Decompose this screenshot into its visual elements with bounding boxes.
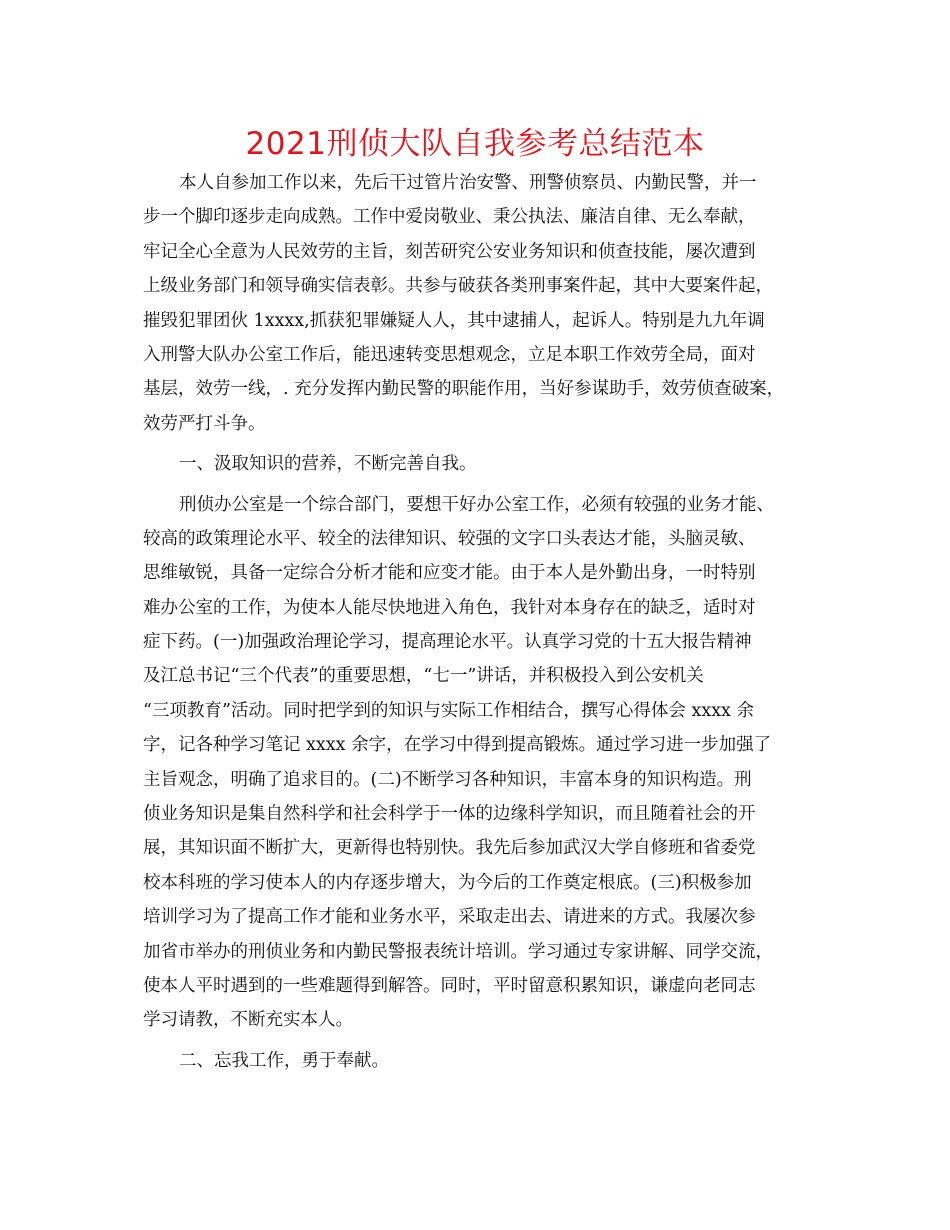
body-line: 侦业务知识是集自然科学和社会科学于一体的边缘科学知识，而且随着社会的开 (143, 804, 756, 825)
section-heading-2: 二、忘我工作，勇于奉献。 (179, 1050, 389, 1071)
body-line: 展，其知识面不断扩大，更新得也特别快。我先后参加武汉大学自修班和省委党 (143, 838, 756, 859)
body-line: 及江总书记“三个代表”的重要思想，“七一”讲话，并积极投入到公安机关 (143, 666, 704, 687)
body-line: 主旨观念，明确了追求目的。(二)不断学习各种知识，丰富本身的知识构造。刑 (143, 769, 752, 790)
body-line: 摧毁犯罪团伙 1xxxx,抓获犯罪嫌疑人人，其中逮捕人，起诉人。特别是九九年调 (143, 310, 765, 331)
body-line: 步一个脚印逐步走向成熟。工作中爱岗敬业、秉公执法、廉洁自律、无么奉献， (143, 207, 756, 228)
body-line: 较高的政策理论水平、较全的法律知识、较强的文字口头表达才能，头脑灵敏、 (143, 528, 756, 549)
body-line: 症下药。(一)加强政治理论学习，提高理论水平。认真学习党的十五大报告精神 (143, 632, 752, 653)
body-line: 效劳严打斗争。 (143, 413, 266, 434)
body-line: 使本人平时遇到的一些难题得到解答。同时，平时留意积累知识，谦虚向老同志 (143, 975, 756, 996)
body-line: 难办公室的工作，为使本人能尽快地进入角色，我针对本身存在的缺乏，适时对 (143, 597, 756, 618)
body-line: 培训学习为了提高工作才能和业务水平，采取走出去、请进来的方式。我屡次参 (143, 907, 756, 928)
document-title: 2021刑侦大队自我参考总结范本 (245, 126, 705, 162)
body-line: 思维敏锐，具备一定综合分析才能和应变才能。由于本人是外勤出身，一时特别 (143, 563, 756, 584)
section-heading-1: 一、汲取知识的营养，不断完善自我。 (179, 454, 477, 475)
body-line: 基层，效劳一线，. 充分发挥内勤民警的职能作用，当好参谋助手，效劳侦查破案， (143, 379, 785, 400)
body-line: 学习请教，不断充实本人。 (143, 1010, 353, 1031)
body-line: 校本科班的学习使本人的内存逐步增大，为今后的工作奠定根底。(三)积极参加 (143, 872, 752, 893)
body-line: 刑侦办公室是一个综合部门，要想干好办公室工作，必须有较强的业务才能、 (179, 494, 774, 515)
body-line: “三项教育”活动。同时把学到的知识与实际工作相结合，撰写心得体会 xxxx 余 (143, 700, 754, 721)
body-line: 字，记各种学习笔记 xxxx 余字，在学习中得到提高锻炼。通过学习进一步加强了 (143, 735, 772, 756)
body-line: 上级业务部门和领导确实信表彰。共参与破获各类刑事案件起，其中大要案件起， (143, 276, 773, 297)
body-line: 加省市举办的刑侦业务和内勤民警报表统计培训。学习通过专家讲解、同学交流， (143, 941, 773, 962)
body-line: 入刑警大队办公室工作后，能迅速转变思想观念，立足本职工作效劳全局，面对 (143, 344, 756, 365)
body-line: 本人自参加工作以来，先后干过管片治安警、刑警侦察员、内勤民警，并一 (179, 173, 757, 193)
document-body (143, 166, 815, 1078)
body-line: 牢记全心全意为人民效劳的主旨，刻苦研究公安业务知识和侦查技能，屡次遭到 (143, 241, 756, 262)
